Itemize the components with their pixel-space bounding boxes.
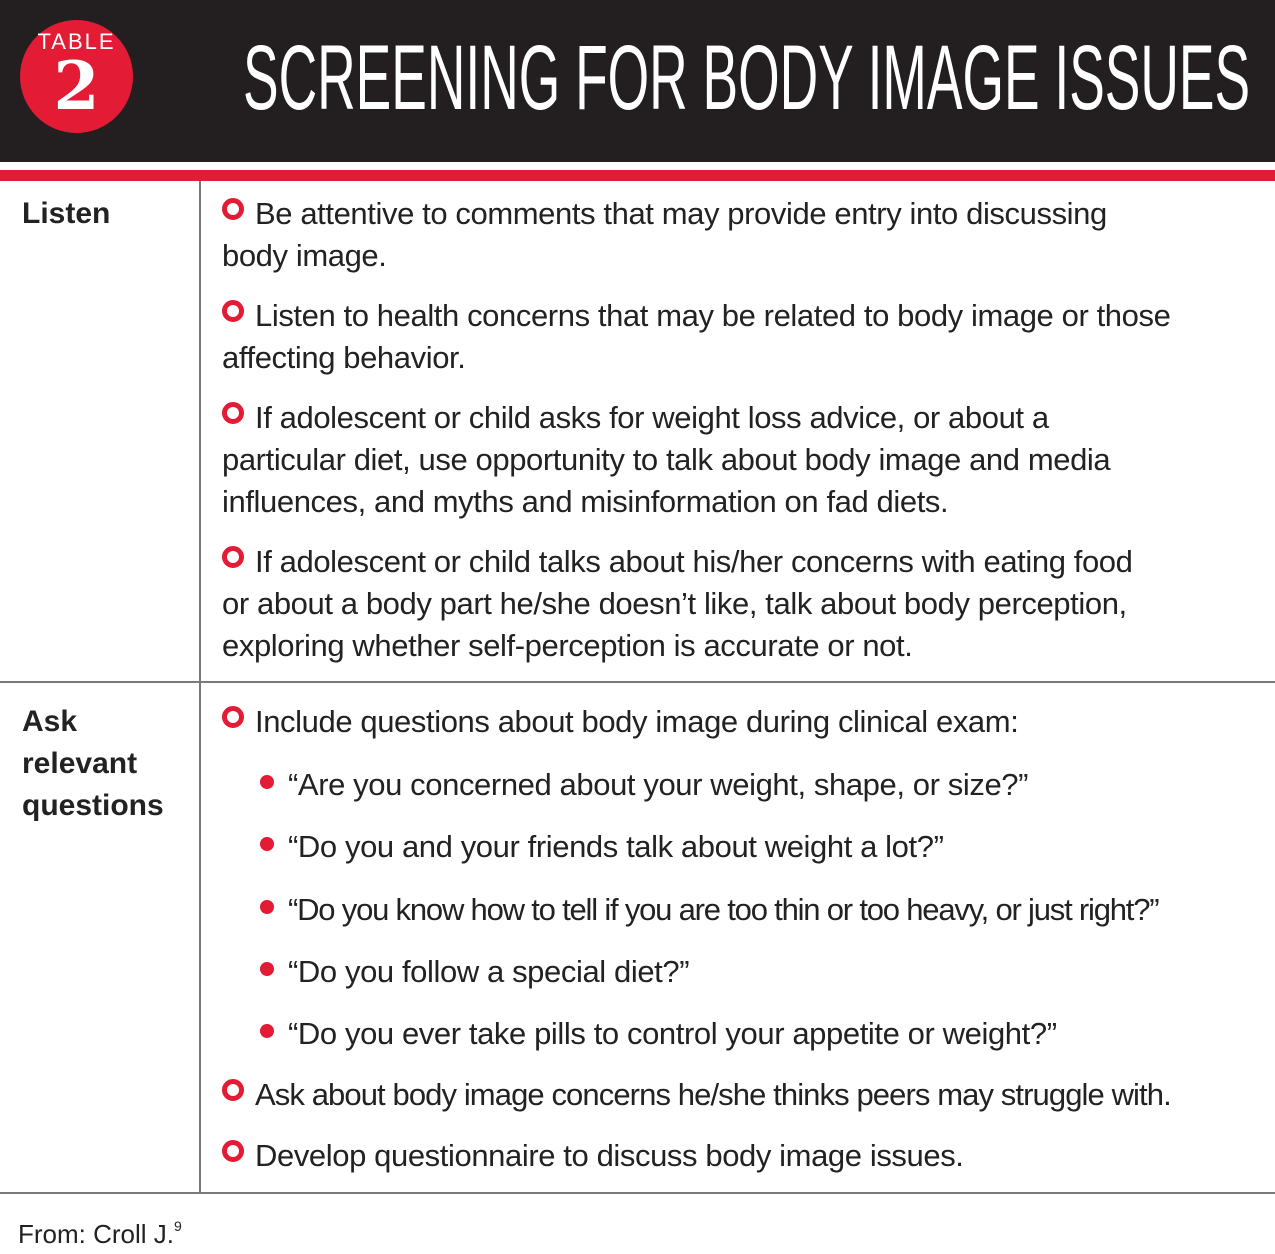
ring-bullet-icon: [222, 1140, 244, 1162]
row-label-listen: [22, 193, 110, 235]
item-text-line: particular diet, use opportunity to talk about body image and media: [222, 442, 1111, 477]
ring-bullet-icon: [222, 706, 244, 728]
question-text: “Do you follow a special diet?”: [288, 954, 690, 989]
list-item: [222, 193, 1275, 277]
item-text-line: Include questions about body image during clinical exam:: [255, 704, 1019, 739]
item-text-line: or about a body part he/she doesn’t like, talk about body perception,: [222, 586, 1127, 621]
item-text-line: Be attentive to comments that may provide entry into discussing: [255, 196, 1107, 231]
question-item: [260, 889, 1275, 931]
list-item: [222, 1135, 1275, 1177]
question-text: “Do you know how to tell if you are too thin or too heavy, or just right?”: [288, 892, 1159, 927]
column-divider: [199, 181, 201, 1192]
item-text-line: If adolescent or child talks about his/her concerns with eating food: [255, 544, 1133, 579]
ring-bullet-icon: [222, 402, 244, 424]
dot-bullet-icon: [260, 1024, 274, 1038]
item-text-line: Ask about body image concerns he/she thinks peers may struggle with.: [255, 1077, 1171, 1112]
list-item: [222, 295, 1275, 379]
dot-bullet-icon: [260, 837, 274, 851]
question-item: [260, 1013, 1275, 1055]
dot-bullet-icon: [260, 900, 274, 914]
table-header: [0, 0, 1275, 162]
item-text-line: Listen to health concerns that may be related to body image or those: [255, 298, 1171, 333]
list-item: [222, 1074, 1275, 1116]
question-item: [260, 764, 1275, 806]
question-item: [260, 951, 1275, 993]
item-text-line: affecting behavior.: [222, 340, 466, 375]
dot-bullet-icon: [260, 775, 274, 789]
row-label-ask-relevant-questions: [22, 701, 164, 827]
dot-bullet-icon: [260, 962, 274, 976]
row-label-line: Ask: [22, 705, 78, 738]
list-item: [222, 541, 1275, 667]
citation-text: From: Croll J.: [18, 1219, 174, 1249]
question-item: [260, 826, 1275, 868]
item-text-line: Develop questionnaire to discuss body image issues.: [255, 1138, 964, 1173]
item-text-line: influences, and myths and misinformation on fad diets.: [222, 484, 949, 519]
badge-label: TABLE: [37, 29, 116, 54]
row-divider: [0, 681, 1275, 683]
list-item: [222, 397, 1275, 523]
ring-bullet-icon: [222, 1079, 244, 1101]
item-text-line: If adolescent or child asks for weight loss advice, or about a: [255, 400, 1049, 435]
table-title: SCREENING FOR BODY IMAGE ISSUES: [243, 27, 1251, 129]
badge-number: 2: [53, 47, 100, 125]
row-label-line: questions: [22, 789, 164, 822]
list-item: [222, 701, 1275, 743]
row-label-line: Listen: [22, 197, 111, 230]
question-text: “Are you concerned about your weight, shape, or size?”: [288, 767, 1029, 802]
row-label-line: relevant: [22, 747, 138, 780]
table-number-badge: [20, 20, 133, 133]
question-text: “Do you and your friends talk about weight a lot?”: [288, 829, 944, 864]
question-text: “Do you ever take pills to control your appetite or weight?”: [288, 1016, 1057, 1051]
source-citation: [18, 1206, 182, 1254]
citation-reference: 9: [174, 1218, 182, 1234]
ring-bullet-icon: [222, 198, 244, 220]
header-accent-rule: [0, 170, 1275, 181]
ring-bullet-icon: [222, 300, 244, 322]
table-bottom-rule: [0, 1192, 1275, 1194]
item-text-line: body image.: [222, 238, 387, 273]
ring-bullet-icon: [222, 546, 244, 568]
item-text-line: exploring whether self-perception is accurate or not.: [222, 628, 913, 663]
